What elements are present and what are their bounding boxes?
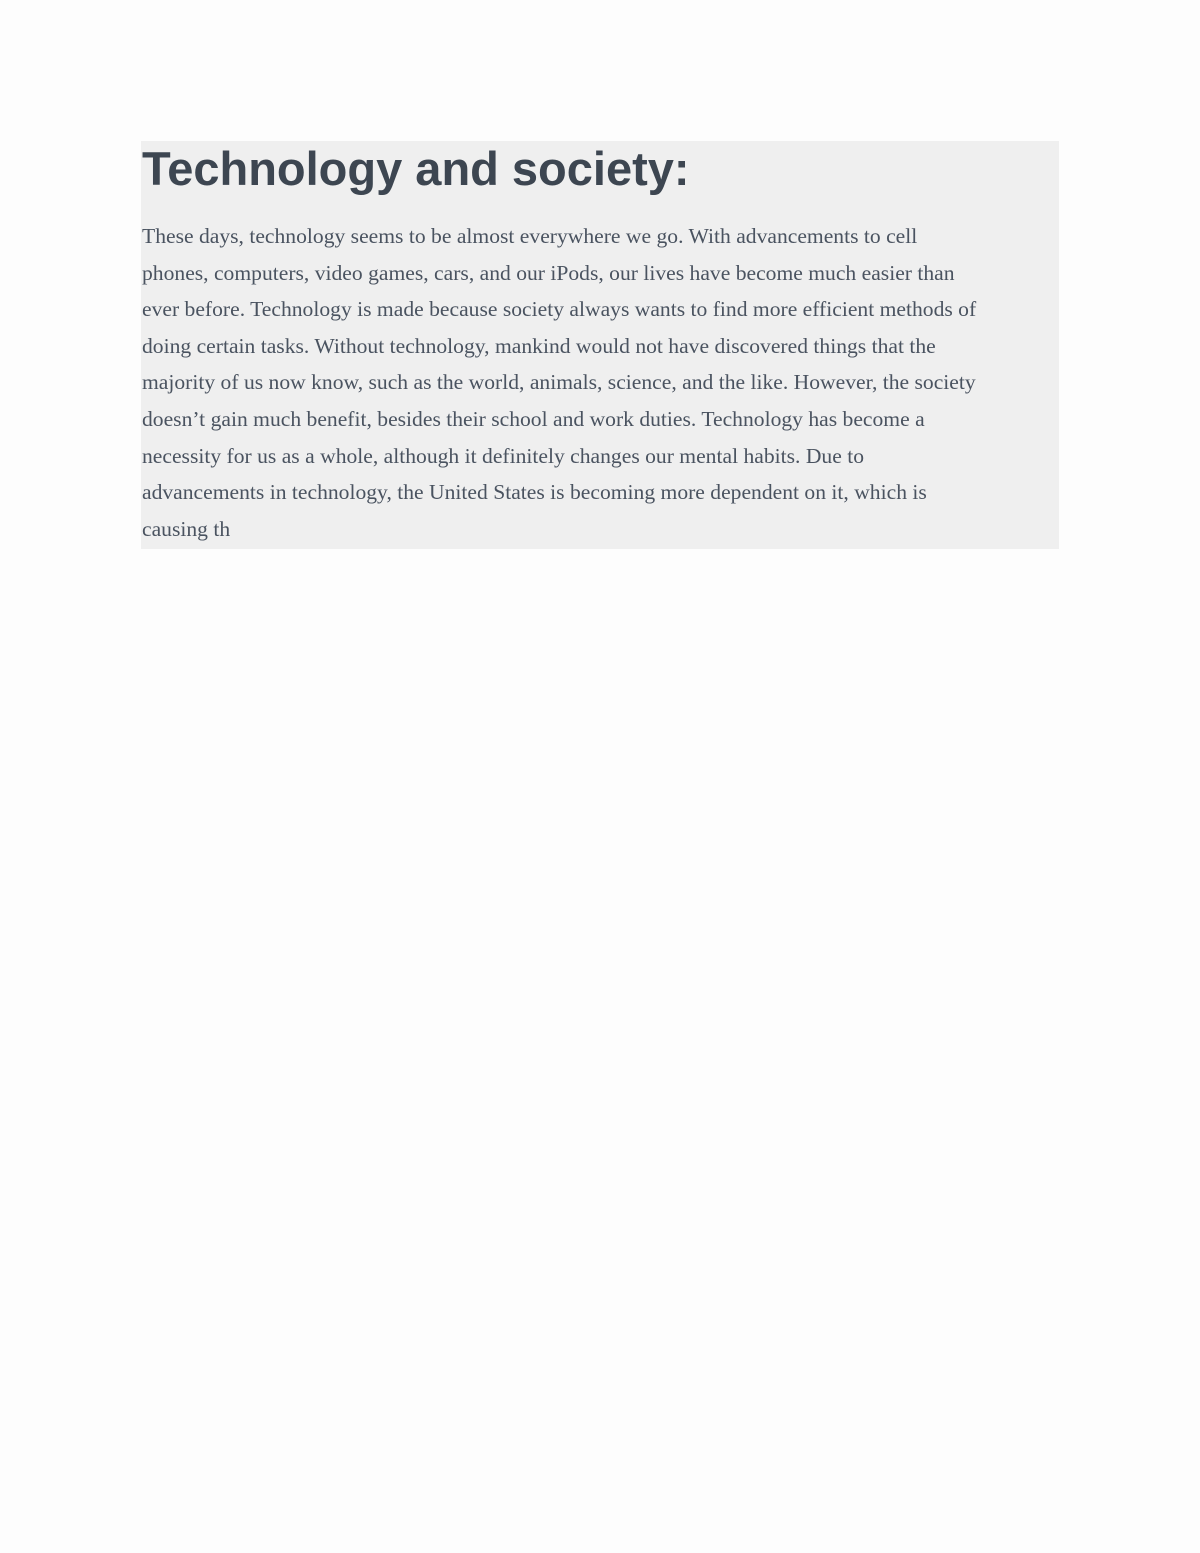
body-line: phones, computers, video games, cars, and our iPods, our lives have become much easier than [142, 260, 955, 285]
body-line: causing th [142, 516, 231, 541]
document-body [142, 218, 1057, 547]
body-line: These days, technology seems to be almost everywhere we go. With advancements to cell [142, 224, 918, 248]
body-line: majority of us now know, such as the world, animals, science, and the like. However, the society [142, 370, 976, 395]
preview-text-block [141, 141, 1059, 549]
body-line: ever before. Technology is made because society always wants to find more efficient methods of [142, 297, 977, 322]
document-title: Technology and society: [142, 142, 690, 195]
body-line: necessity for us as a whole, although it definitely changes our mental habits. Due to [142, 443, 865, 468]
body-line: doesn’t gain much benefit, besides their school and work duties. Technology has become a [142, 406, 925, 431]
body-line: doing certain tasks. Without technology, mankind would not have discovered things that the [142, 333, 936, 358]
body-line: advancements in technology, the United States is becoming more dependent on it, which is [142, 480, 927, 505]
